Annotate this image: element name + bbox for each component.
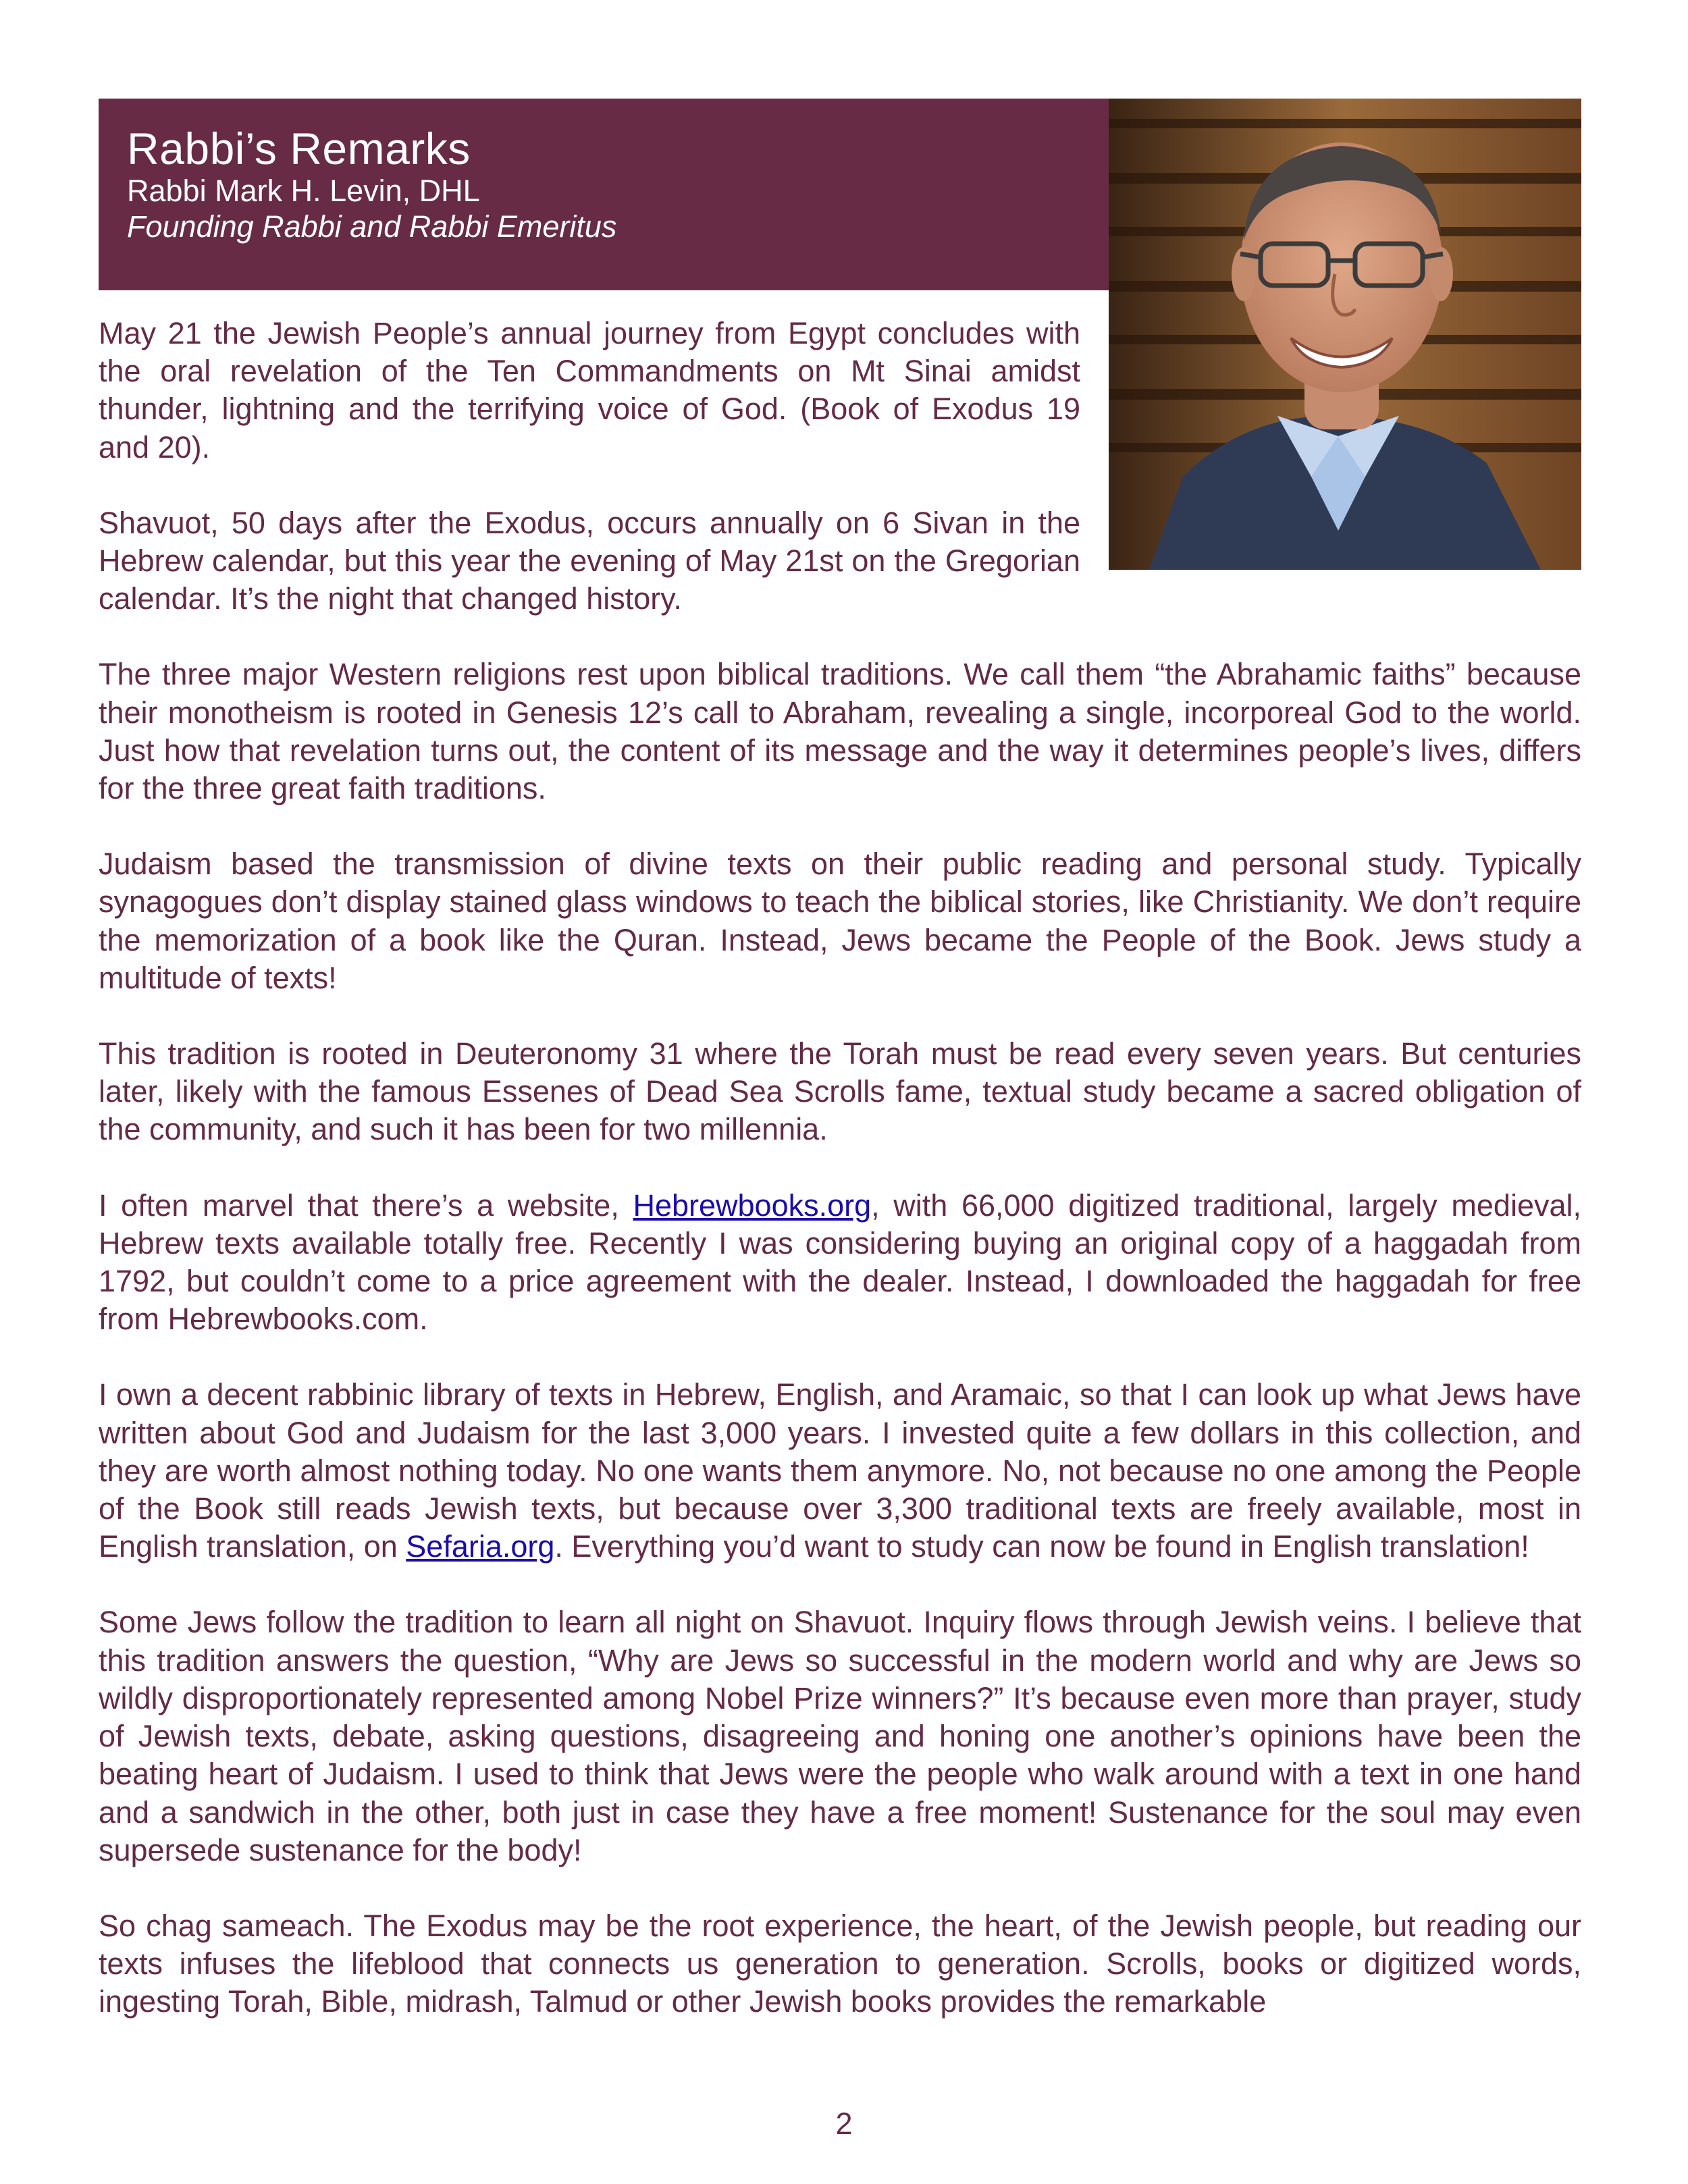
paragraph: Judaism based the transmission of divine texts on their public reading and personal study. Typically synagogues don’t display stained glass windows to teach the biblical stories, like Christianity. We don’t require the memorization of a book like the Quran. Instead, Jews became the People of the Book. Jews study a multitude of texts!	[99, 847, 1581, 995]
paragraph: Some Jews follow the tradition to learn all night on Shavuot. Inquiry flows through Jewish veins. I believe that this tradition answers the question, “Why are Jews so successful in the modern world and why are Jews so wildly disproportionately represented among Nobel Prize winners?” It’s because even more than prayer, study of Jewish texts, debate, asking questions, disagreeing and honing one another’s opinions have been the beating heart of Judaism. I used to think that Jews were the people who walk around with a text in one hand and a sandwich in the other, both just in case they have a free moment! Sustenance for the soul may even supersede sustenance for the body!	[99, 1605, 1581, 1867]
page-number: 2	[835, 2106, 853, 2141]
hebrewbooks-link[interactable]: Hebrewbooks.org	[633, 1188, 872, 1223]
paragraph	[99, 1376, 1581, 1566]
paragraph-text: I often marvel that there’s a website,	[99, 1188, 633, 1223]
article-body	[99, 315, 1581, 2059]
author-name: Rabbi Mark H. Levin, DHL	[127, 174, 480, 208]
sefaria-link[interactable]: Sefaria.org	[406, 1529, 555, 1564]
paragraph: May 21 the Jewish People’s annual journey from Egypt concludes with the oral revelation of the Ten Commandments on Mt Sinai amidst thunder, lightning and the terrifying voice of God. (Book of Exodus 19 and 20).	[99, 316, 1080, 464]
paragraph-text: , with 66,000 digitized traditional, largely medieval, Hebrew texts available totally free. Recently I was considering buying an original copy of a haggadah from 1792, but couldn’t come to a price agreement with the dealer. Instead, I downloaded the haggadah for free from Hebrewbooks.com.	[99, 1188, 1581, 1337]
author-role: Founding Rabbi and Rabbi Emeritus	[127, 209, 617, 244]
paragraph	[99, 1187, 1581, 1339]
header-banner	[99, 99, 1109, 290]
paragraph-text: . Everything you’d want to study can now be found in English translation!	[554, 1529, 1529, 1564]
paragraph: Shavuot, 50 days after the Exodus, occurs annually on 6 Sivan in the Hebrew calendar, but this year the evening of May 21st on the Gregorian calendar. It’s the night that changed history.	[99, 505, 1080, 616]
paragraph: This tradition is rooted in Deuteronomy 31 where the Torah must be read every seven years. But centuries later, likely with the famous Essenes of Dead Sea Scrolls fame, textual study became a sacred obligation of the community, and such it has been for two millennia.	[99, 1036, 1581, 1147]
paragraph-text: I own a decent rabbinic library of texts in Hebrew, English, and Aramaic, so that I can look up what Jews have written about God and Judaism for the last 3,000 years. I invested quite a few dollars in this collection, and they are worth almost nothing today. No one wants them anymore. No, not because no one among the People of the Book still reads Jewish texts, but because over 3,300 traditional texts are freely available, most in English translation, on	[99, 1377, 1581, 1564]
paragraph: The three major Western religions rest upon biblical traditions. We call them “the Abrahamic faiths” because their monotheism is rooted in Genesis 12’s call to Abraham, revealing a single, incorporeal God to the world. Just how that revelation turns out, the content of its message and the way it determines people’s lives, differs for the three great faith traditions.	[99, 657, 1581, 806]
section-title: Rabbi’s Remarks	[127, 124, 471, 174]
paragraph: So chag sameach. The Exodus may be the root experience, the heart, of the Jewish people, but reading our texts infuses the lifeblood that connects us generation to generation. Scrolls, books or digitized words, ingesting Torah, Bible, midrash, Talmud or other Jewish books provides the remarkable	[99, 1908, 1581, 2019]
